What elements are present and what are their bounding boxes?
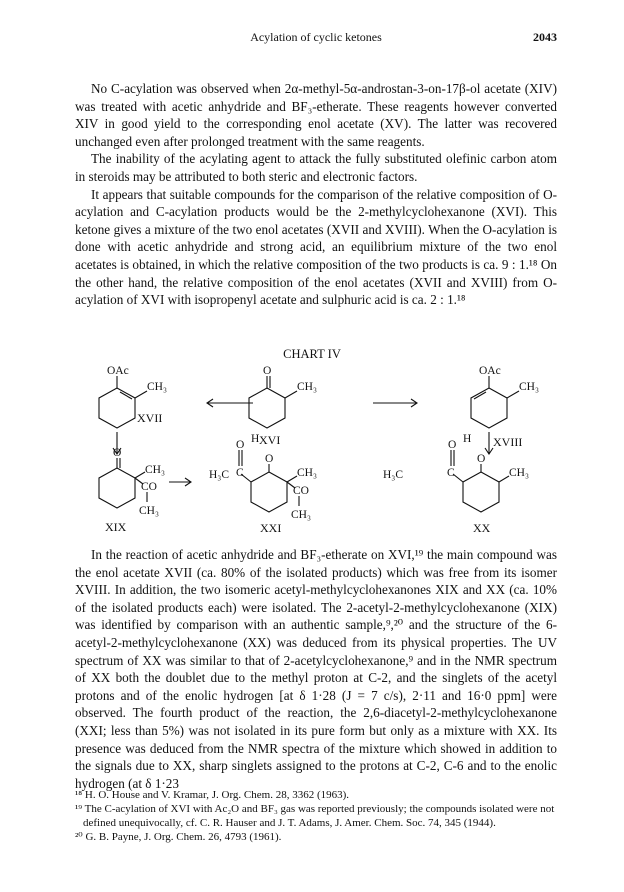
ring-xvii [99, 388, 135, 428]
paragraph: The inability of the acylating agent to attack the fully substituted olefinic carbon atom in steroids may be attributed to both steric and electronic factors. [75, 151, 557, 184]
chart-iv-scheme [75, 366, 557, 534]
label-ch3: CH₃ [145, 464, 165, 476]
label-ch3: CH₃ [519, 381, 539, 393]
label-co: CO [293, 485, 309, 497]
compound-label-xix: XIX [105, 520, 127, 534]
label-o: O [448, 439, 457, 451]
body-text-top [75, 80, 557, 309]
footnote: ²⁰ G. B. Payne, J. Org. Chem. 26, 4793 (1961). [75, 831, 282, 843]
footnotes [75, 788, 557, 844]
ring-xix [99, 468, 135, 508]
label-h: H [251, 433, 260, 445]
label-h3c: H₃C [209, 469, 229, 481]
running-header [75, 30, 557, 46]
footnote: ¹⁸ H. O. House and V. Kramar, J. Org. Chem. 28, 3362 (1963). [75, 789, 350, 801]
ring-xxi [251, 472, 287, 512]
paragraph: In the reaction of acetic anhydride and BF₃-etherate on XVI,¹⁹ the main compound was the enol acetate XVII (ca. 80% of the isolated products) which was free from its isomer XVIII. In addition, the two isomeric acetyl-methylcyclohexanones XIX and XX (ca. 10% of the isolated products each) were isolated. The 2-acetyl-2-methylcyclohexanone (XIX) was identified by comparison with an authentic sample,⁹,²⁰ and the structure of the 6-acetyl-2-methylcyclohexanone (XX) was deduced from its physical properties. The UV spectrum of XX was similar to that of 2-acetylcyclohexanone,⁹ and in the NMR spectrum of XX both the doublet due to the methyl proton at C-2, and the singlets of the acetyl protons and of the enolic hydrogen [at δ 1·28 (J = 7 c/s), 2·11 and 16·0 ppm] were observed. The fourth product of the reaction, the 2,6-diacetyl-2-methylcyclohexanone (XXI; less than 5%) was not isolated in its pure form but only as a mixture with XX. Its presence was deduced from the NMR spectra of the mixture which showed in addition to the signals due to XX, sharp singlets assigned to the protons at C-2, C-6 and to the enolic hydrogen (at δ 1·23 [75, 547, 557, 791]
label-o: O [263, 366, 272, 377]
label-ch3: CH₃ [297, 467, 317, 479]
label-c: C [236, 467, 244, 479]
label-h3c: H₃C [383, 469, 403, 481]
label-h: H [463, 433, 472, 445]
label-o: O [236, 439, 245, 451]
chart-title: CHART IV [283, 347, 341, 361]
label-ch3: CH₃ [509, 467, 529, 479]
page-number: 2043 [533, 30, 557, 44]
compound-label-xvii: XVII [137, 411, 163, 425]
label-ch3: CH₃ [147, 381, 167, 393]
body-text-bottom [75, 546, 557, 792]
ring-xvi [249, 388, 285, 428]
label-o: O [477, 453, 486, 465]
label-c: C [447, 467, 455, 479]
compound-label-xxi: XXI [260, 521, 282, 534]
label-ch3: CH₃ [139, 505, 159, 517]
compound-label-xviii: XVIII [493, 435, 523, 449]
paragraph: No C-acylation was observed when 2α-methyl-5α-androstan-3-on-17β-ol acetate (XIV) was treated with acetic anhydride and BF₃-etherate. These reagents however converted XIV in good yield to the corresponding enol acetate (XV). The latter was recovered unchanged even after prolonged treatment with the same reagents. [75, 81, 557, 149]
label-o: O [113, 447, 122, 459]
footnote: ¹⁹ The C-acylation of XVI with Ac₂O and BF₃ gas was reported previously; the compounds isolated were not defined unequivocally, cf. C. R. Hauser and J. T. Adams, J. Amer. Chem. Soc. 74, 345 (1944). [75, 803, 555, 829]
label-oac: OAc [479, 366, 501, 377]
paragraph: It appears that suitable compounds for the comparison of the relative composition of O-acylation and C-acylation products would be the 2-methylcyclohexanone (XVI). This ketone gives a mixture of the two enol acetates (XVII and XVIII). When the O-acylation is done with acetic anhydride and strong acid, an equilibrium mixture of the two enol acetates is obtained, in which the relative composition of the two products is ca. 9 : 1.¹⁸ On the other hand, the relative composition of the enol acetates (XVII and XVIII) from O-acylation of XVI with isopropenyl acetate and sulphuric acid is ca. 2 : 1.¹⁸ [75, 186, 557, 308]
label-co: CO [141, 481, 157, 493]
running-title: Acylation of cyclic ketones [250, 30, 382, 44]
label-ch3: CH₃ [297, 381, 317, 393]
compound-label-xx: XX [473, 521, 491, 534]
compound-label-xvi: XVI [259, 433, 281, 447]
label-ch3: CH₃ [291, 509, 311, 521]
ring-xviii [471, 388, 507, 428]
ring-xx [463, 472, 499, 512]
label-o: O [265, 453, 274, 465]
label-oac: OAc [107, 366, 129, 377]
